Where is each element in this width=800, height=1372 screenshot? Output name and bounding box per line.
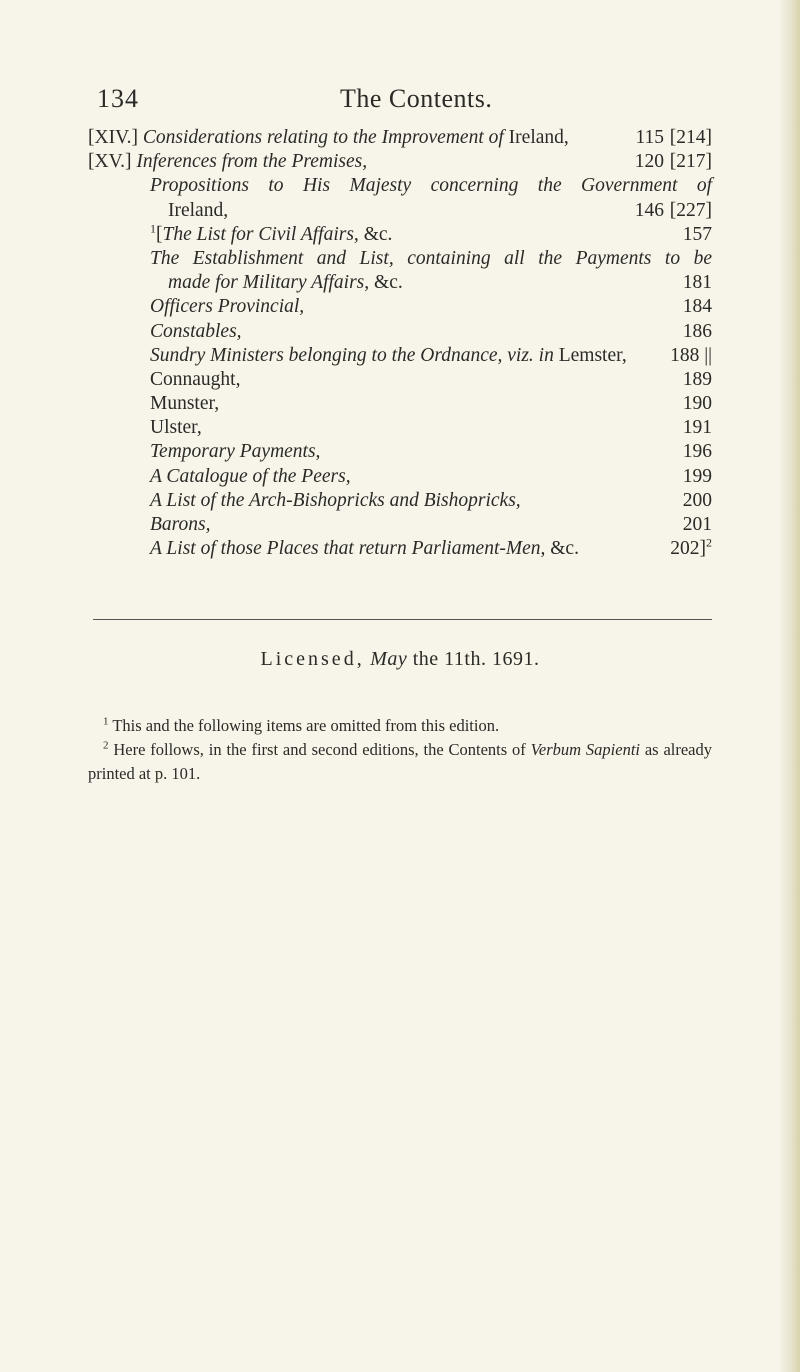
entry-title: Munster, bbox=[150, 393, 220, 415]
entry-page: 190 bbox=[682, 393, 712, 415]
entry-title: Officers Provincial, bbox=[150, 296, 305, 318]
license-month: May bbox=[370, 648, 408, 670]
entry-page: 196 bbox=[682, 441, 712, 463]
entry-title: Inferences from the Premises, bbox=[136, 151, 368, 173]
toc-entry bbox=[88, 489, 712, 513]
toc-entry bbox=[88, 537, 712, 561]
entry-title: Temporary Payments, bbox=[150, 441, 321, 463]
footnote-mark: 1 bbox=[103, 715, 109, 728]
toc-entry bbox=[88, 465, 712, 489]
entry-title-roman: Lemster, bbox=[553, 344, 627, 366]
entry-page: 115 bbox=[635, 127, 664, 148]
entry-title: Sundry Ministers belonging to the Ordnance, viz. in bbox=[150, 344, 554, 366]
footnote-mark: 2 bbox=[103, 739, 109, 752]
entry-title-roman: &c. bbox=[545, 538, 579, 560]
page-number: 134 bbox=[97, 84, 139, 113]
entry-page: 157 bbox=[682, 223, 712, 245]
toc-entry bbox=[88, 368, 712, 392]
entry-title: A List of the Arch-Bishopricks and Bishopricks, bbox=[150, 489, 521, 511]
footnote-mark: 2 bbox=[706, 535, 712, 550]
license-word: Licensed, bbox=[260, 648, 365, 670]
toc-entry bbox=[88, 174, 712, 198]
entry-page: 146 bbox=[634, 199, 664, 221]
footnote-text: as already printed at p. 101. bbox=[88, 740, 713, 783]
license-line bbox=[0, 648, 800, 671]
entry-page: 120 bbox=[634, 151, 664, 173]
entry-page-original: [214] bbox=[669, 127, 712, 148]
page-edge-shadow bbox=[778, 0, 800, 1372]
entry-title: A Catalogue of the Peers, bbox=[150, 465, 351, 487]
entry-title: Connaught, bbox=[150, 368, 241, 390]
entry-page: 189 bbox=[682, 368, 712, 390]
contents-list bbox=[88, 126, 712, 561]
toc-entry bbox=[88, 392, 712, 416]
footnote-text: This and the following items are omitted from this edition. bbox=[108, 716, 500, 735]
toc-entry bbox=[88, 440, 712, 464]
entry-page: 200 bbox=[682, 489, 712, 511]
toc-entry bbox=[88, 295, 712, 319]
entry-title: made for Military Affairs, bbox=[168, 272, 370, 294]
toc-entry bbox=[88, 513, 712, 537]
entry-title: Barons, bbox=[150, 514, 211, 535]
footnote-text: Here follows, in the first and second editions, the Contents of bbox=[108, 740, 531, 759]
footnote-book-title: Verbum Sapienti bbox=[530, 740, 640, 759]
toc-entry bbox=[88, 320, 712, 344]
entry-title: The Establishment and List, containing all the Payments to be bbox=[150, 247, 712, 269]
toc-entry-continued bbox=[88, 271, 712, 295]
page-header bbox=[0, 84, 800, 124]
entry-title-roman: &c. bbox=[369, 272, 403, 294]
entry-title: Constables, bbox=[150, 320, 242, 342]
entry-page: 199 bbox=[682, 465, 712, 487]
entry-page-original: [227] bbox=[669, 199, 712, 221]
toc-entry bbox=[88, 223, 712, 247]
toc-entry bbox=[88, 344, 712, 368]
toc-entry bbox=[88, 247, 712, 271]
entry-number: [XIV.] bbox=[88, 127, 139, 148]
toc-entry bbox=[88, 126, 712, 150]
entry-title-roman: &c. bbox=[358, 223, 393, 245]
running-title: The Contents. bbox=[340, 84, 493, 113]
entry-page: 186 bbox=[682, 320, 712, 342]
entry-page: 191 bbox=[682, 417, 712, 439]
entry-page: 201 bbox=[682, 514, 712, 535]
bracket-open: [ bbox=[156, 223, 163, 245]
license-date: the 11th. 1691. bbox=[407, 648, 540, 670]
entry-title-roman: Ireland, bbox=[168, 199, 229, 221]
footnotes bbox=[88, 714, 712, 786]
toc-entry bbox=[88, 150, 712, 174]
entry-title: The List for Civil Affairs, bbox=[162, 223, 359, 245]
entry-title-roman: Ireland, bbox=[503, 127, 569, 148]
entry-page: 184 bbox=[682, 296, 712, 318]
toc-entry-continued bbox=[88, 199, 712, 223]
footnote bbox=[88, 714, 712, 738]
entry-page: 181 bbox=[682, 272, 712, 294]
entry-page-original: [217] bbox=[669, 151, 712, 173]
entry-title: Ulster, bbox=[150, 417, 202, 439]
entry-title: Considerations relating to the Improvement of bbox=[142, 127, 504, 148]
footnote bbox=[88, 738, 712, 786]
toc-entry bbox=[88, 416, 712, 440]
entry-number: [XV.] bbox=[88, 151, 132, 173]
entry-page: 202] bbox=[670, 538, 706, 560]
divider-rule bbox=[93, 619, 712, 620]
entry-page: 188 || bbox=[670, 344, 712, 366]
entry-title: A List of those Places that return Parliament-Men, bbox=[150, 538, 546, 560]
footnote-mark: 1 bbox=[150, 221, 156, 236]
entry-title: Propositions to His Majesty concerning the Government of bbox=[150, 175, 712, 197]
